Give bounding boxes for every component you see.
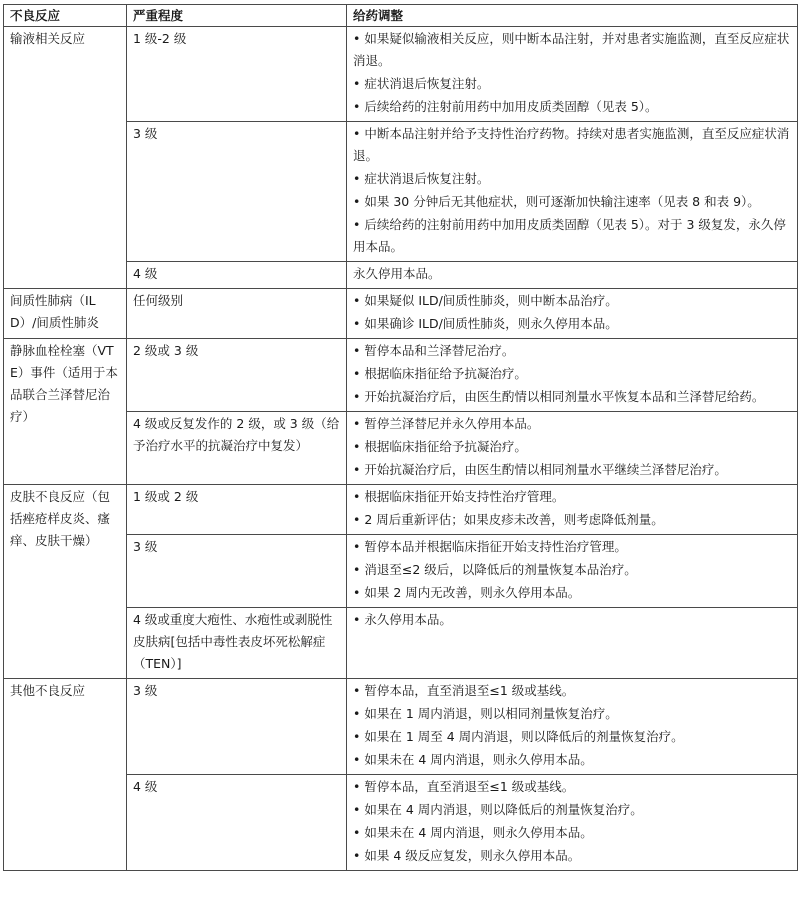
header-severity: 严重程度 [127,5,347,27]
table-row [4,485,798,535]
action-item: • 中断本品注射并给予支持性治疗药物。持续对患者实施监测，直至反应症状消退。 [353,126,790,163]
action-item: • 暂停本品，直至消退至≤1 级或基线。 [353,683,575,698]
action-item: • 如果 30 分钟后无其他症状，则可逐渐加快输注速率（见表 8 和表 9）。 [353,194,760,209]
adverse-reaction-cell: 皮肤不良反应（包括痤疮样皮炎、瘙痒、皮肤干燥） [4,485,127,679]
action-item: • 如果在 4 周内消退，则以降低后的剂量恢复治疗。 [353,802,643,817]
action-item: • 如果疑似 ILD/间质性肺炎，则中断本品治疗。 [353,293,618,308]
action-item: • 永久停用本品。 [353,612,452,627]
severity-cell: 3 级 [127,679,347,775]
dose-adjustment-cell [347,289,798,339]
action-item: • 如果确诊 ILD/间质性肺炎，则永久停用本品。 [353,316,618,331]
dose-adjustment-cell [347,485,798,535]
header-dose-adjustment: 给药调整 [347,5,798,27]
adverse-reaction-cell: 输液相关反应 [4,27,127,289]
dose-adjustment-table [3,4,798,871]
action-item: • 根据临床指征开始支持性治疗管理。 [353,489,565,504]
dose-adjustment-cell [347,122,798,262]
severity-cell: 3 级 [127,122,347,262]
action-item: • 如果未在 4 周内消退，则永久停用本品。 [353,825,593,840]
action-item: • 2 周后重新评估；如果皮疹未改善，则考虑降低剂量。 [353,512,664,527]
dose-adjustment-cell [347,535,798,608]
table-row [4,339,798,412]
severity-cell: 2 级或 3 级 [127,339,347,412]
severity-cell: 1 级或 2 级 [127,485,347,535]
action-item: • 如果疑似输液相关反应，则中断本品注射，并对患者实施监测，直至反应症状消退。 [353,31,790,68]
severity-cell: 任何级别 [127,289,347,339]
severity-cell: 4 级 [127,775,347,871]
dose-adjustment-cell [347,412,798,485]
action-item: • 消退至≤2 级后，以降低后的剂量恢复本品治疗。 [353,562,637,577]
action-item: • 如果 4 级反应复发，则永久停用本品。 [353,848,581,863]
action-item: • 如果 2 周内无改善，则永久停用本品。 [353,585,581,600]
action-item: • 症状消退后恢复注射。 [353,171,490,186]
table-body [4,27,798,871]
action-item: • 如果在 1 周至 4 周内消退，则以降低后的剂量恢复治疗。 [353,729,684,744]
adverse-reaction-cell: 静脉血栓栓塞（VTE）事件（适用于本品联合兰泽替尼治疗） [4,339,127,485]
severity-cell: 1 级-2 级 [127,27,347,122]
dose-adjustment-cell [347,27,798,122]
severity-cell: 3 级 [127,535,347,608]
dose-adjustment-cell [347,262,798,289]
action-item: • 后续给药的注射前用药中加用皮质类固醇（见表 5）。 [353,99,658,114]
severity-cell: 4 级或重度大疱性、水疱性或剥脱性皮肤病[包括中毒性表皮坏死松解症（TEN）] [127,608,347,679]
header-adverse-reaction: 不良反应 [4,5,127,27]
action-item: • 如果未在 4 周内消退，则永久停用本品。 [353,752,593,767]
dose-adjustment-cell [347,339,798,412]
action-item: • 后续给药的注射前用药中加用皮质类固醇（见表 5）。对于 3 级复发，永久停用本品。 [353,217,786,254]
table-row [4,27,798,122]
action-item: • 暂停兰泽替尼并永久停用本品。 [353,416,540,431]
action-item: 永久停用本品。 [353,266,441,281]
action-item: • 根据临床指征给予抗凝治疗。 [353,366,527,381]
adverse-reaction-cell: 间质性肺病（ILD）/间质性肺炎 [4,289,127,339]
action-item: • 暂停本品和兰泽替尼治疗。 [353,343,515,358]
action-item: • 开始抗凝治疗后，由医生酌情以相同剂量水平恢复本品和兰泽替尼给药。 [353,389,765,404]
action-item: • 开始抗凝治疗后，由医生酌情以相同剂量水平继续兰泽替尼治疗。 [353,462,727,477]
action-item: • 症状消退后恢复注射。 [353,76,490,91]
dose-adjustment-cell [347,775,798,871]
action-item: • 暂停本品并根据临床指征开始支持性治疗管理。 [353,539,627,554]
severity-cell: 4 级或反复发作的 2 级，或 3 级（给予治疗水平的抗凝治疗中复发） [127,412,347,485]
table-header-row [4,5,798,27]
action-item: • 根据临床指征给予抗凝治疗。 [353,439,527,454]
table-row [4,289,798,339]
action-item: • 暂停本品，直至消退至≤1 级或基线。 [353,779,575,794]
action-item: • 如果在 1 周内消退，则以相同剂量恢复治疗。 [353,706,618,721]
table-row [4,679,798,775]
dose-adjustment-cell [347,679,798,775]
adverse-reaction-cell: 其他不良反应 [4,679,127,871]
dose-adjustment-cell [347,608,798,679]
severity-cell: 4 级 [127,262,347,289]
